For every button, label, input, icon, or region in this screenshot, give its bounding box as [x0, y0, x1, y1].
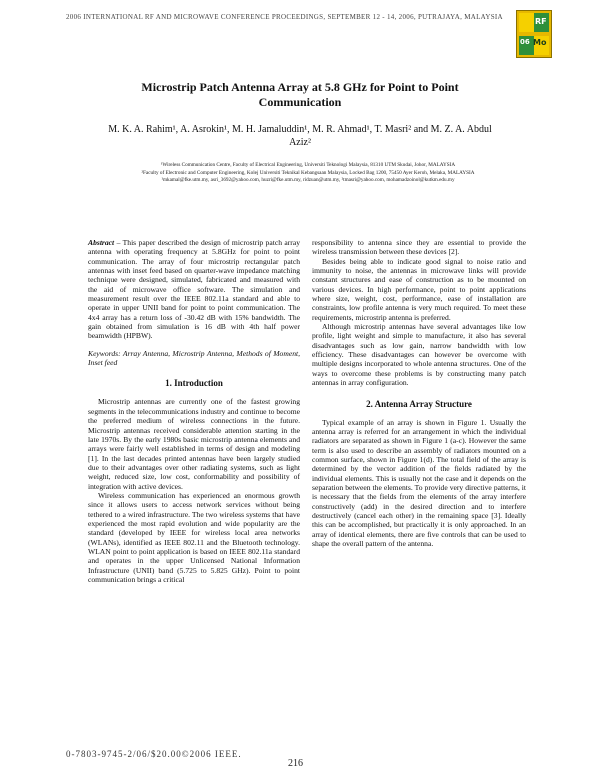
right-paragraph-2: Besides being able to indicate good signal to noise ratio and immunity to noise, the antennas in microwave links will provide constant structures and ease of construction as to be mounted on various devices. In high performance, point to point applications where size, weight, cost, performance, ease of installation are constraints, low profile antenna is very much required. To meet these requirements, microstrip antenna is preferred. [312, 256, 526, 322]
affiliation-1: ¹Wireless Communication Centre, Faculty of Electrical Engineering, Universiti Teknologi Malaysia, 81310 UTM Skudai, Johor, MALAYSIA [160, 162, 456, 168]
right-paragraph-1: responsibility to antenna since they are essential to provide the wireless transmission between these devices [2]. [312, 238, 526, 257]
logo-text-top: RF [535, 17, 547, 26]
section-heading-introduction: 1. Introduction [165, 378, 223, 389]
right-column [312, 238, 526, 548]
copyright-line: 0-7803-9745-2/06/$20.00©2006 IEEE. [66, 749, 242, 759]
left-column [88, 238, 300, 584]
abstract [88, 238, 300, 341]
page-number: 216 [288, 758, 303, 769]
abstract-label: Abstract [88, 238, 115, 247]
section-heading-array-structure: 2. Antenna Array Structure [366, 398, 472, 409]
logo-quadrant [519, 13, 534, 32]
intro-paragraph-2: Wireless communication has experienced an enormous growth since it allows users to access network services without being tethered to a wired infrastructure. The two wireless systems that have experienced the most rapid evolution and wide popularity are the standard (developed by IEEE for wireless local area networks (WLANs), identified as IEEE 802.11 and the Bluetooth technology. WLAN point to point application is based on IEEE 802.11a standard and operates in the upper Unlicensed National Information Infrastructure (UNII) band (5.725 to 5.825 GHz). Point to point communication brings a critical [88, 490, 300, 584]
rfm-logo-icon [516, 10, 552, 58]
right-paragraph-3: Although microstrip antennas have several advantages like low profile, light weight and simple to manufacture, it also has several disadvantages such as low gain, narrow bandwidth with low efficiency. These disadvantages can however be overcome with multiple designs incorporated to whole antenna structures. One of the ways to overcome these problems is by constructing many patch antennas in array configuration. [312, 322, 526, 388]
author-list: M. K. A. Rahim¹, A. Asrokin¹, M. H. Jamaluddin¹, M. R. Ahmad¹, T. Masri² and M. Z. A. Abdul Aziz² [108, 124, 492, 148]
logo-text-left: 06 [520, 38, 530, 46]
affiliations [88, 162, 528, 185]
author-emails: ¹mkamal@fke.utm.my, asri_3692@yahoo.com, huzri@fke.utm.my, ridzuan@utm.my, ²tmasri@yahoo.com, mohamadzoinol@kutkm.edu.my [161, 177, 455, 183]
logo-text-bottom: Mo [533, 38, 547, 47]
running-header: 2006 INTERNATIONAL RF AND MICROWAVE CONFERENCE PROCEEDINGS, SEPTEMBER 12 - 14, 2006, PUTRAJAYA, MALAYSIA [66, 13, 503, 21]
paper-title: Microstrip Patch Antenna Array at 5.8 GHz for Point to Point Communication [141, 80, 459, 109]
right-paragraph-4: Typical example of an array is shown in Figure 1. Usually the antenna array is referred for an arrangement in which the individual radiators are separated as shown in Figure 1 (a-c). However the same term is also used to describe an assembly of radiators mounted on a common surface, shown in Figure 1(d). The total field of the array is determined by the vector addition of the fields radiated by the individual elements. This is usually not the case and it depends on the separation between the elements. To provide very directive patterns, it is necessary that the fields from the elements of the array interfere constructively (add) in the desired direction and to interfere destructively (cancel each other) in the remaining space [3]. Ideally this can be accomplished, but practically it is only approached. In an array of identical elements, there are five controls that can be used to shape the overall pattern of the antenna. [312, 417, 526, 548]
intro-paragraph-1: Microstrip antennas are currently one of the fastest growing segments in the telecommunications industry and continue to become the preferred medium of wireless connections in the future. Microstrip antennas received considerable attention starting in the late 1970s. By the early 1980s basic microstrip antenna elements and arrays were fairly well established in terms of design and modeling [1]. In the last decades printed antennas have been largely studied due to their advantages over other radiating systems, such as light weight, reduced size, low cost, conformability and possibility of integration with active devices. [88, 397, 300, 491]
affiliation-2: ²Faculty of Electronic and Computer Engineering, Kolej Universiti Teknikal Kebangsaan Malaysia, Locked Bag 1200, 75450 Ayer Keroh, Melaka, MALAYSIA [141, 169, 475, 176]
keywords: Keywords: Array Antenna, Microstrip Antenna, Methods of Moment, Inset feed [88, 348, 300, 368]
abstract-text: – This paper described the design of microstrip patch array antenna with operating frequency at 5.8GHz for point to point communication. The array of four microstrip rectangular patch antennas with inset feed based on quarter-wave impedance matching technique were designed, simulated, fabricated and measured with the aid of microwave office software. The simulation and measurement result over the IEEE 802.11a standard and able to operate in upper UNII band for point to point communication. The 4x4 array has a return loss of -30.42 dB with 15% bandwidth. The gain obtained from simulation is 16 dB with 4th half power beamwidth (HPBW). [88, 238, 300, 341]
